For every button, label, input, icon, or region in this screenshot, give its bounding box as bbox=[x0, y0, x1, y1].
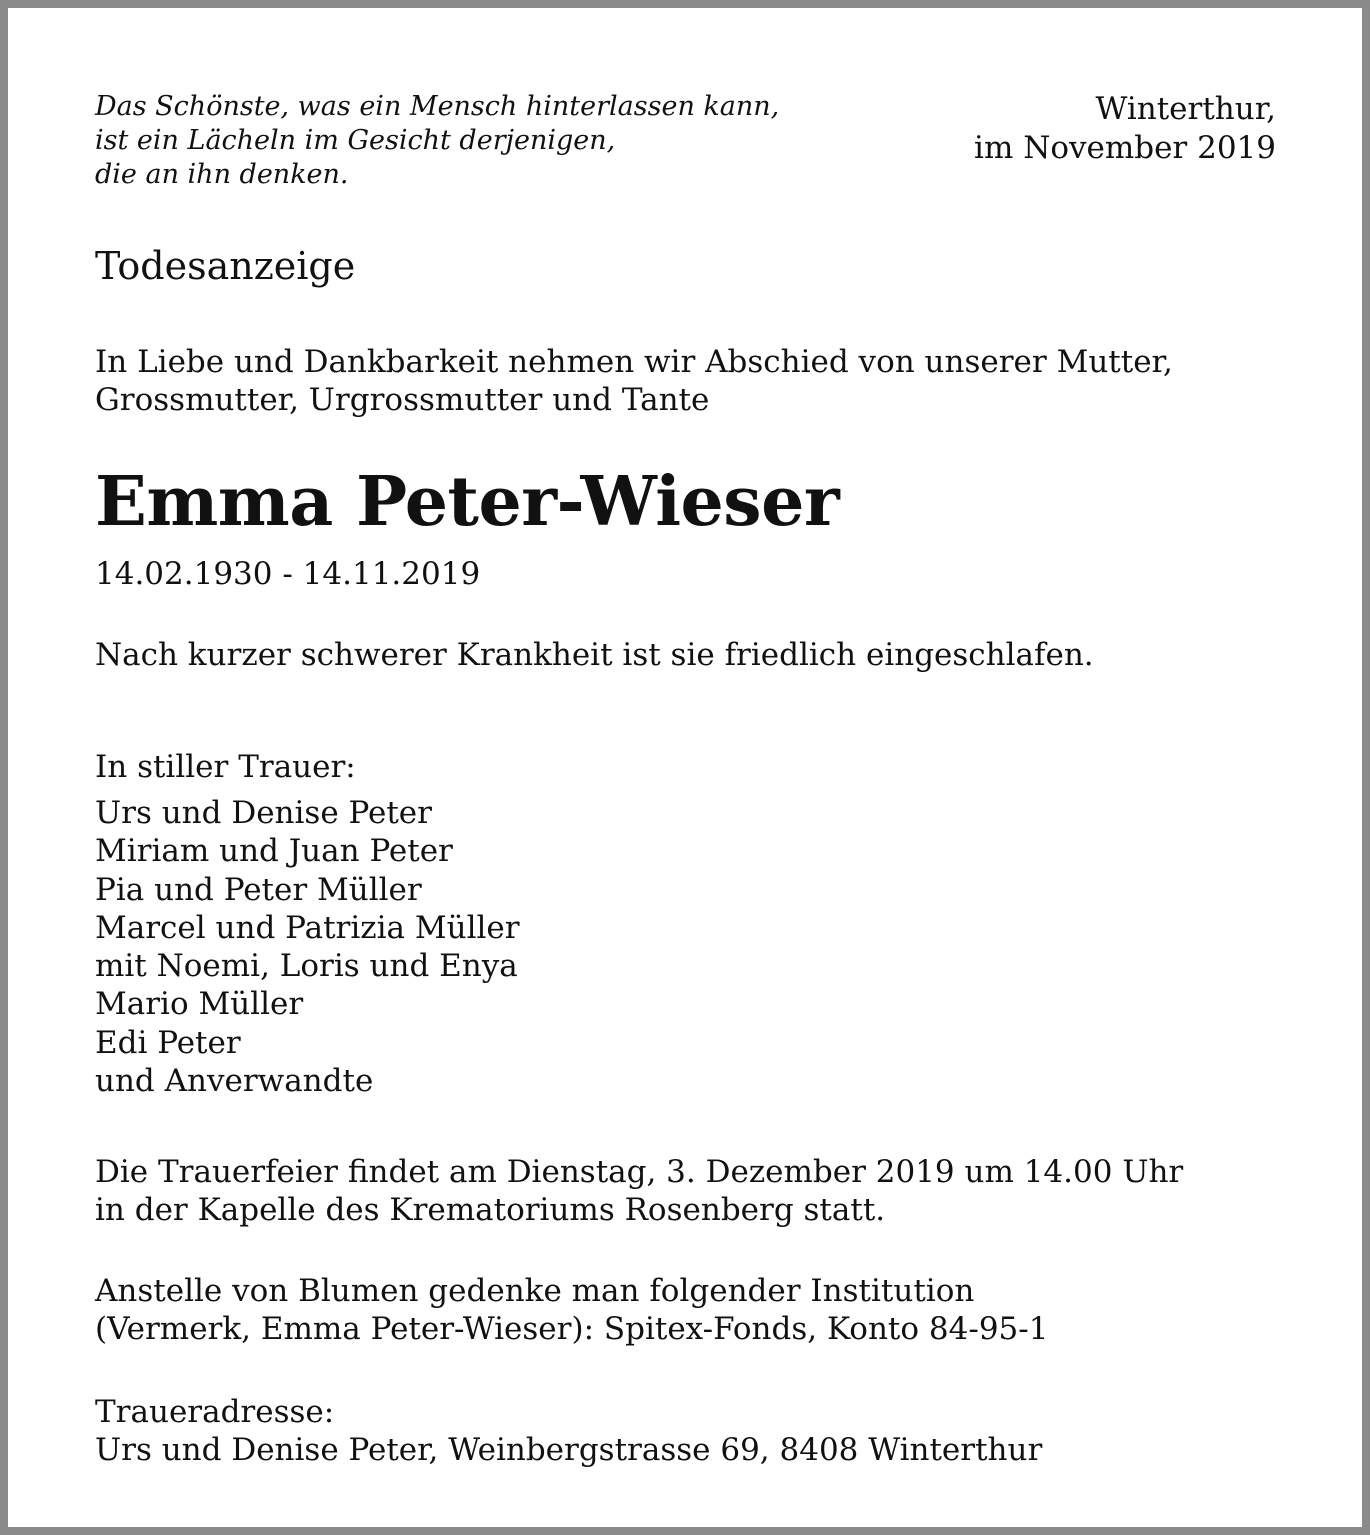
mourning-address bbox=[95, 1393, 1042, 1469]
ceremony-info bbox=[95, 1153, 1183, 1229]
place-and-date bbox=[974, 90, 1276, 168]
mourners-label: In stiller Trauer: bbox=[95, 749, 356, 785]
donation-line: (Vermerk, Emma Peter-Wieser): Spitex-Fonds, Konto 84-95-1 bbox=[95, 1311, 1049, 1347]
ceremony-line: in der Kapelle des Krematoriums Rosenberg statt. bbox=[95, 1192, 886, 1228]
notice-heading: Todesanzeige bbox=[95, 244, 356, 288]
mourners-list bbox=[95, 794, 520, 1100]
intro-text bbox=[95, 343, 1173, 419]
list-item: Mario Müller bbox=[95, 986, 304, 1023]
motto-line: die an ihn denken. bbox=[95, 159, 349, 190]
deceased-name: Emma Peter-Wieser bbox=[95, 462, 840, 542]
intro-line: In Liebe und Dankbarkeit nehmen wir Abschied von unserer Mutter, bbox=[95, 344, 1173, 380]
list-item: Miriam und Juan Peter bbox=[95, 833, 453, 870]
list-item: Pia und Peter Müller bbox=[95, 871, 422, 908]
life-dates: 14.02.1930 - 14.11.2019 bbox=[95, 556, 481, 592]
list-item: Urs und Denise Peter bbox=[95, 795, 432, 831]
intro-line: Grossmutter, Urgrossmutter und Tante bbox=[95, 382, 710, 418]
remark-text: Nach kurzer schwerer Krankheit ist sie friedlich eingeschlafen. bbox=[95, 637, 1094, 673]
list-item: Edi Peter bbox=[95, 1024, 241, 1061]
donation-line: Anstelle von Blumen gedenke man folgender Institution bbox=[95, 1273, 975, 1309]
address-line: Urs und Denise Peter, Weinbergstrasse 69, 8408 Winterthur bbox=[95, 1432, 1043, 1468]
address-label: Traueradresse: bbox=[95, 1394, 335, 1430]
list-item: mit Noemi, Loris und Enya bbox=[95, 948, 518, 985]
motto-line: ist ein Lächeln im Gesicht derjenigen, bbox=[95, 125, 616, 156]
donation-info bbox=[95, 1272, 1048, 1348]
place-line: Winterthur, bbox=[1095, 91, 1276, 127]
list-item: Marcel und Patrizia Müller bbox=[95, 909, 520, 946]
ceremony-line: Die Trauerfeier findet am Dienstag, 3. Dezember 2019 um 14.00 Uhr bbox=[95, 1154, 1184, 1190]
date-line: im November 2019 bbox=[974, 130, 1276, 166]
motto-quote bbox=[95, 90, 779, 192]
list-item: und Anverwandte bbox=[95, 1063, 374, 1100]
motto-line: Das Schönste, was ein Mensch hinterlassen kann, bbox=[95, 91, 780, 122]
